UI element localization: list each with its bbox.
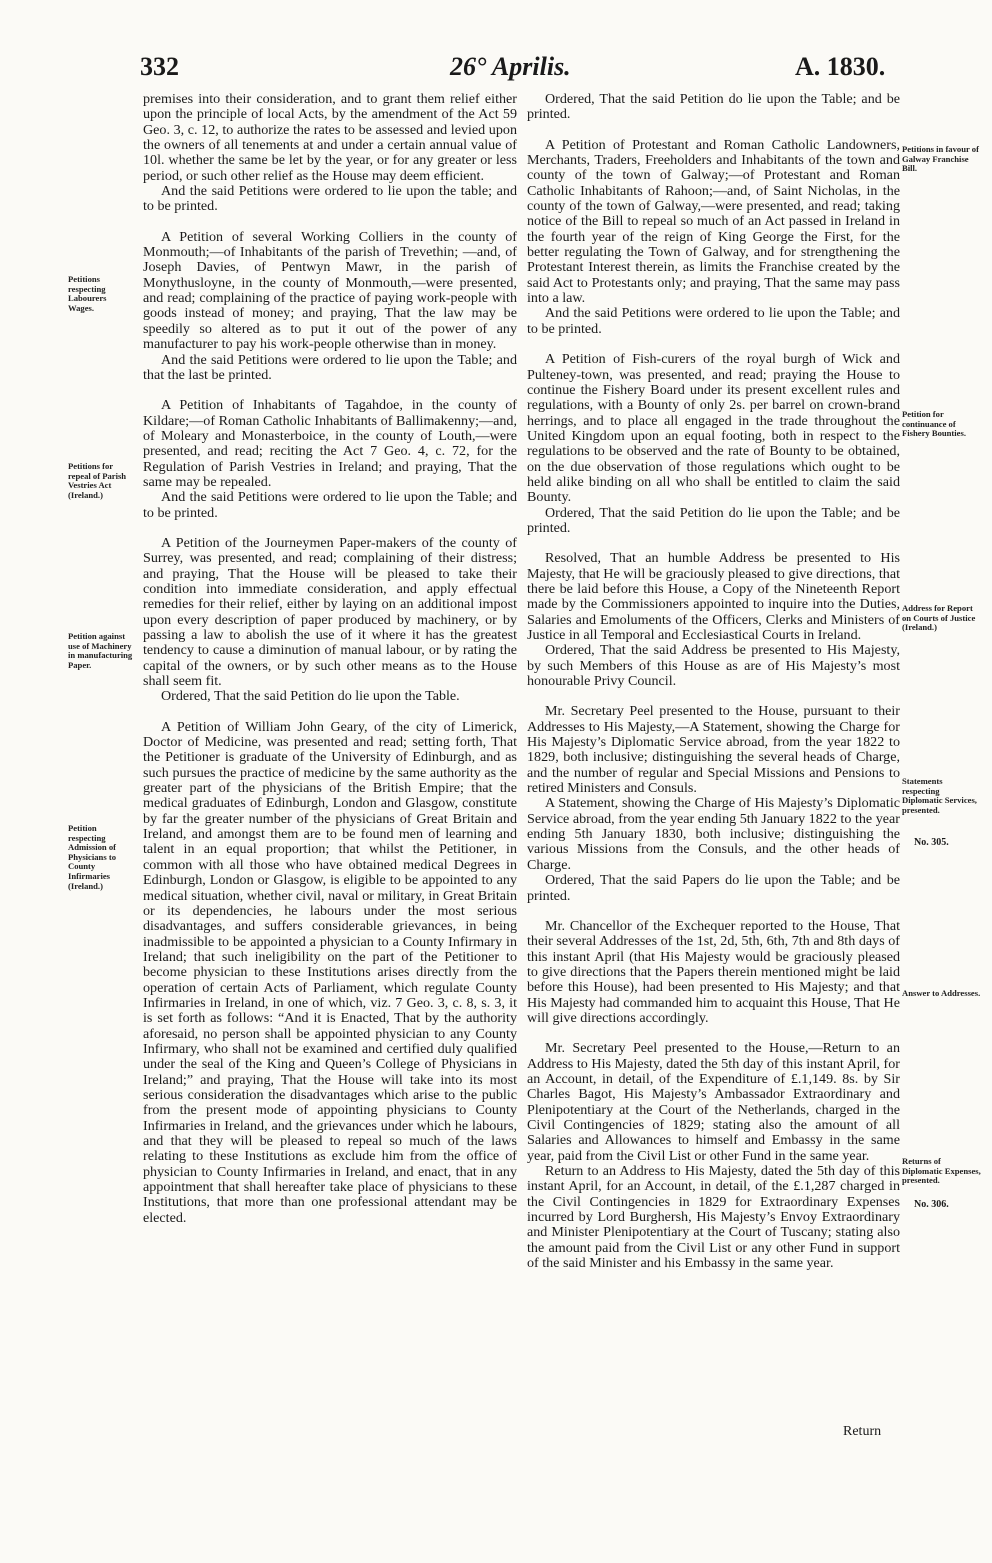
right-column: [527, 92, 900, 1271]
paragraph: A Petition of Fish-curers of the royal burgh of Wick and Pulteney-town, was presented, and read; praying the House to continue the Fishery Board under its present excellent rules and regulations, with a Bounty of only 2s. per barrel on crown-brand herrings, and to place all engaged in the trade throughout the United Kingdom upon an equal footing, both in respect to the regulations to be observed and the rate of Bounty to be obtained, on the due observation of those regulations which ought to be held alike binding on all who shall be entitled to claim the said Bounty.: [527, 351, 900, 506]
margin-note-galway: Petitions in favour of Galway Franchise Bill.: [902, 144, 979, 174]
page-year: A. 1830.: [795, 52, 886, 81]
paragraph: Return to an Address to His Majesty, dated the 5th day of this instant April, for an Account, in detail, of the £.1,287 charged in the Civil Contingencies in 1829 for Extraordinary Expenses incurred by Lord Burghersh, His Majesty’s Envoy Extraordinary and Minister Plenipotentiary at the Court of Tuscany; stating also the amount paid from the Civil List or any other Fund in support of the said Minister and his Embassy in the same year.: [527, 1163, 900, 1272]
paragraph: A Petition of the Journeymen Paper-makers of the county of Surrey, was presented, and read; complaining of their distress; and praying, That the House will be pleased to take their condition into immediate consideration, and apply effectual remedies for their relief, either by laying on an additional impost upon every description of paper produced by machinery, or by passing a law to abolish the use of it where it has the greatest tendency to cause a diminution of manual labour, or by rating the capital of the owners, or by such other means as to the House shall seem fit.: [143, 534, 517, 690]
margin-number-306: No. 306.: [914, 1199, 949, 1210]
margin-note-physicians: Petition respecting Admission of Physicians to County Infirmaries (Ireland.): [68, 823, 116, 891]
margin-note-returns: Returns of Diplomatic Expenses, presented.: [902, 1156, 981, 1186]
paragraph: A Petition of several Working Colliers in the county of Monmouth;—of Inhabitants of the parish of Trevethin; —and, of Joseph Davies, of Pentwyn Mawr, in the parish of Monythusloyne, in the county of Monmouth,—were presented, and read; complaining of the practice of paying work-people with goods instead of money; and praying, That the law may be speedily so altered as to put it out of the power of any manufacturer to pay his work-people otherwise than in money.: [143, 228, 517, 353]
paragraph: Mr. Chancellor of the Exchequer reported to the House, That their several Addresses of the 1st, 2d, 5th, 6th, 7th and 8th days of this instant April (that His Majesty would be graciously pleased to give directions that the Papers therein mentioned might be laid before this House), had been presented to His Majesty; and that His Majesty had commanded him to acquaint this House, That He will give directions accordingly.: [527, 917, 900, 1026]
paragraph: Ordered, That the said Petition do lie upon the Table; and be printed.: [527, 91, 900, 123]
paragraph: Ordered, That the said Petition do lie upon the Table.: [161, 688, 460, 705]
paragraph: Mr. Secretary Peel presented to the House, pursuant to their Addresses to His Majesty,—A Statement, showing the Charge for His Majesty’s Diplomatic Service abroad, from the year 1822 to 1829, both inclusive; distinguishing the several heads of Charge, and the number of regular and Special Missions and Pensions to retired Ministers and Consuls.: [527, 703, 900, 797]
paragraph: Resolved, That an humble Address be presented to His Majesty, that He will be graciously pleased to give directions, that there be laid before this House, a Copy of the Nineteenth Report made by the Commissioners appointed to inquire into the Duties, Salaries and Emoluments of the Officers, Clerks and Ministers of Justice in all Temporal and Ecclesiastical Courts in Ireland.: [527, 550, 900, 643]
paragraph: A Statement, showing the Charge of His Majesty’s Diplomatic Service abroad, from the year ending 5th January 1822 to the year ending 5th January 1830, both inclusive; distinguishing the various Missions from the Consuls, and the other heads of Charge.: [527, 795, 900, 873]
page-number: 332: [140, 52, 179, 81]
margin-note-fishery: Petition for continuance of Fishery Bounties.: [902, 409, 966, 439]
margin-note-labourers-wages: Petitions respecting Labourers Wages.: [68, 274, 107, 313]
paragraph: Ordered, That the said Papers do lie upon the Table; and be printed.: [527, 872, 900, 904]
margin-note-answer: Answer to Addresses.: [902, 988, 981, 998]
page-date: 26° Aprilis.: [450, 52, 571, 81]
paragraph: And the said Petitions were ordered to lie upon the Table; and to be printed.: [143, 489, 517, 521]
paragraph: And the said Petitions were ordered to lie upon the Table; and that the last be printed.: [143, 351, 517, 383]
paragraph: premises into their consideration, and to grant them relief either upon the principle of local Acts, by the amendment of the Act 59 Geo. 3, c. 12, to authorize the rates to be assessed and levied upon the owners of all tenements at and under a certain annual value of 10l. whether the same be let by the year, or for any greater or less period, or such other relief as the House may deem efficient.: [143, 91, 517, 184]
paragraph: Ordered, That the said Petition do lie upon the Table; and be printed.: [527, 504, 900, 536]
margin-note-parish-vestries: Petitions for repeal of Parish Vestries Act (Ireland.): [68, 461, 127, 500]
paragraph: A Petition of Inhabitants of Tagahdoe, in the county of Kildare;—of Roman Catholic Inhabitants of Ballimakenny;—and, of Moleary and Monasterboice, in the county of Louth,—were presented, and read; reciting the Act 7 Geo. 4, c. 72, for the Regulation of Parish Vestries in Ireland; and praying, That the same may be repealed.: [143, 397, 517, 490]
catchword: Return: [843, 1424, 882, 1439]
paragraph: A Petition of William John Geary, of the city of Limerick, Doctor of Medicine, was presented and read; setting forth, That the Petitioner is graduate of the University of Edinburgh, and as such pursues the practice of medicine by the same authority as the greater part of the physicians of the British Empire; that the medical graduates of Edinburgh, London and Glasgow, constitute by far the greater number of the physicians of Great Britain and Ireland, and amongst them are to be found men of learning and talent in an equal proportion; that whilst the Petitioner, in common with all those who have obtained medical Degrees in Edinburgh, London or Glasgow, is eligible to be appointed to any medical situation, whether civil, naval or military, in Great Britain or its dependencies, he labours under the most serious disadvantages, and suffers considerable grievances, in being inadmissible to be appointed a physician to a County Infirmary in Ireland; that such ineligibility on the part of the Petitioner to become physician to these Institutions arises directly from the operation of certain Acts of Parliament, which regulate County Infirmaries in Ireland, in one of which, viz. 7 Geo. 3, c. 8, s. 3, it is set forth as follows: “And it is Enacted, That by the authority aforesaid, no person shall be appointed physician to any County Infirmary, who shall not be examined and certified duly qualified under the seal of the King and Queen’s College of Physicians in Ireland;” and praying, That the House will take into its most serious consideration the disadvantages which arise to the public from the present mode of appointing physicians to County Infirmaries in Ireland, and the grievances under which he labours, and that they will be pleased to repeal so much of the laws relating to these Institutions as exclude him from the office of physician to County Infirmaries in Ireland, and enact, that in any appointment that shall hereafter take place of physicians to these Institutions, that more than one professional attendant may be elected.: [143, 718, 517, 1226]
margin-note-paper-machinery: Petition against use of Machinery in manufacturing Paper.: [68, 631, 133, 670]
margin-note-courts-justice: Address for Report on Courts of Justice (Ireland.): [902, 603, 976, 633]
left-column: [143, 92, 517, 1226]
page-header: [0, 52, 992, 92]
paragraph: A Petition of Protestant and Roman Catholic Landowners, Merchants, Traders, Freeholders and Inhabitants of the town and county of the town of Galway;—of Protestant and Roman Catholic Inhabitants of Rahoon;—and, of Saint Nicholas, in the county of the town of Galway,—were presented, and read; taking notice of the Bill to repeal so much of an Act passed in Ireland in the fourth year of the reign of King George the First, for the better regulating the Town of Galway, and for strengthening the Protestant Interest therein, as limits the Franchise created by the said Act to Protestants only; and praying, That the same may pass into a law.: [527, 136, 900, 307]
margin-number-305: No. 305.: [914, 837, 949, 848]
margin-note-diplomatic: Statements respecting Diplomatic Services, presented.: [902, 776, 977, 815]
paragraph: Ordered, That the said Address be presented to His Majesty, by such Members of this House as are of His Majesty’s most honourable Privy Council.: [527, 642, 900, 690]
paragraph: And the said Petitions were ordered to lie upon the table; and to be printed.: [143, 183, 517, 215]
paragraph: Mr. Secretary Peel presented to the House,—Return to an Address to His Majesty, dated the 5th day of this instant April, for an Account, in detail, of the Expenditure of £.1,149. 8s. by Sir Charles Bagot, His Majesty’s Ambassador Extraordinary and Plenipotentiary at the Court of the Netherlands, charged in the Civil Contingencies of 1829; stating also the amount of all Salaries and Allowances to himself and Embassy in the same year, paid from the Civil List or other Fund in the same year.: [527, 1040, 900, 1164]
paragraph: And the said Petitions were ordered to lie upon the Table; and to be printed.: [527, 305, 900, 337]
